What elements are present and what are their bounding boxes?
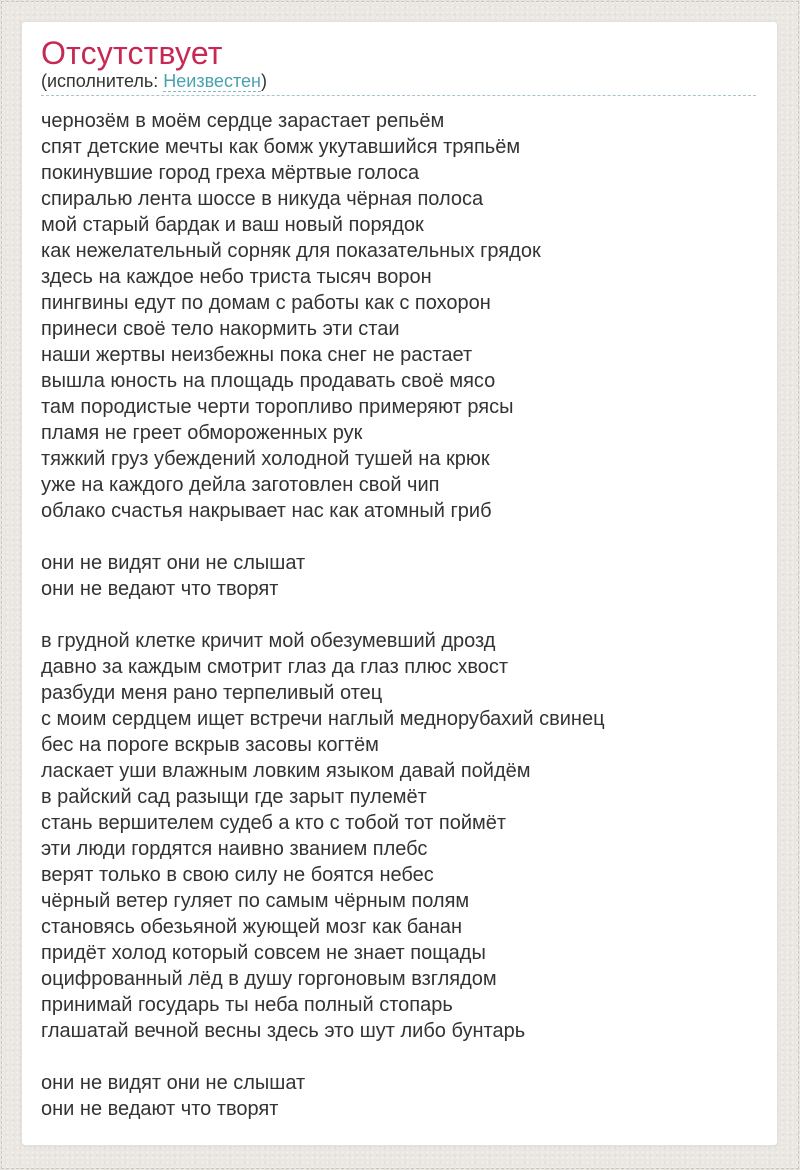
lyric-line: вышла юность на площадь продавать своё мясо <box>41 370 496 392</box>
lyric-line: наши жертвы неизбежны пока снег не растает <box>41 344 473 366</box>
lyric-line: чёрный ветер гуляет по самым чёрным полям <box>41 890 470 912</box>
lyric-line: бес на пороге вскрыв засовы когтём <box>41 734 379 756</box>
lyric-line: они не ведают что творят <box>41 1098 279 1120</box>
lyric-block <box>41 108 757 524</box>
lyric-line: здесь на каждое небо триста тысяч ворон <box>41 266 432 288</box>
lyric-line: с моим сердцем ищет встречи наглый меднорубахий свинец <box>41 708 605 730</box>
lyric-line: давно за каждым смотрит глаз да глаз плюс хвост <box>41 656 509 678</box>
lyric-line: там породистые черти торопливо примеряют рясы <box>41 396 514 418</box>
lyric-line: облако счастья накрывает нас как атомный гриб <box>41 500 492 522</box>
lyric-line: становясь обезьяной жующей мозг как банан <box>41 916 463 938</box>
lyric-line: мой старый бардак и ваш новый порядок <box>41 214 424 236</box>
lyric-line: оцифрованный лёд в душу горгоновым взглядом <box>41 968 497 990</box>
lyric-line: они не видят они не слышат <box>41 552 306 574</box>
lyric-line: они не ведают что творят <box>41 578 279 600</box>
lyric-line: принимай государь ты неба полный стопарь <box>41 994 453 1016</box>
lyric-line: пингвины едут по домам с работы как с похорон <box>41 292 491 314</box>
lyrics-card <box>21 21 778 1146</box>
lyric-line: чернозём в моём сердце зарастает репьём <box>41 110 445 132</box>
lyric-block <box>41 628 757 1044</box>
lyric-line: верят только в свою силу не боятся небес <box>41 864 434 886</box>
lyric-line: пламя не греет обмороженных рук <box>41 422 363 444</box>
lyric-block <box>41 550 757 602</box>
lyric-line: разбуди меня рано терпеливый отец <box>41 682 383 704</box>
lyric-line: спиралью лента шоссе в никуда чёрная полоса <box>41 188 484 210</box>
lyric-line: покинувшие город греха мёртвые голоса <box>41 162 420 184</box>
artist-label-prefix: (исполнитель: <box>41 71 164 91</box>
lyric-line: принеси своё тело накормить эти стаи <box>41 318 400 340</box>
artist-line <box>41 70 756 92</box>
lyric-line: спят детские мечты как бомж укутавшийся тряпьём <box>41 136 521 158</box>
lyric-line: они не видят они не слышат <box>41 1072 306 1094</box>
lyric-line: глашатай вечной весны здесь это шут либо бунтарь <box>41 1020 526 1042</box>
lyric-line: в грудной клетке кричит мой обезумевший дрозд <box>41 630 496 652</box>
lyric-line: уже на каждого дейла заготовлен свой чип <box>41 474 440 496</box>
lyric-block <box>41 1070 757 1122</box>
artist-link[interactable]: Неизвестен <box>163 71 261 91</box>
lyric-line: эти люди гордятся наивно званием плебс <box>41 838 428 860</box>
song-title: Отсутствует <box>41 35 223 71</box>
lyric-line: стань вершителем судеб а кто с тобой тот поймёт <box>41 812 507 834</box>
lyric-line: ласкает уши влажным ловким языком давай пойдём <box>41 760 531 782</box>
lyric-line: тяжкий груз убеждений холодной тушей на крюк <box>41 448 490 470</box>
lyric-line: в райский сад разыщи где зарыт пулемёт <box>41 786 427 808</box>
lyrics-text <box>41 108 757 1122</box>
lyric-line: придёт холод который совсем не знает пощады <box>41 942 486 964</box>
artist-label-suffix: ) <box>260 71 267 91</box>
song-header <box>41 22 756 96</box>
lyric-line: как нежелательный сорняк для показательных грядок <box>41 240 541 262</box>
